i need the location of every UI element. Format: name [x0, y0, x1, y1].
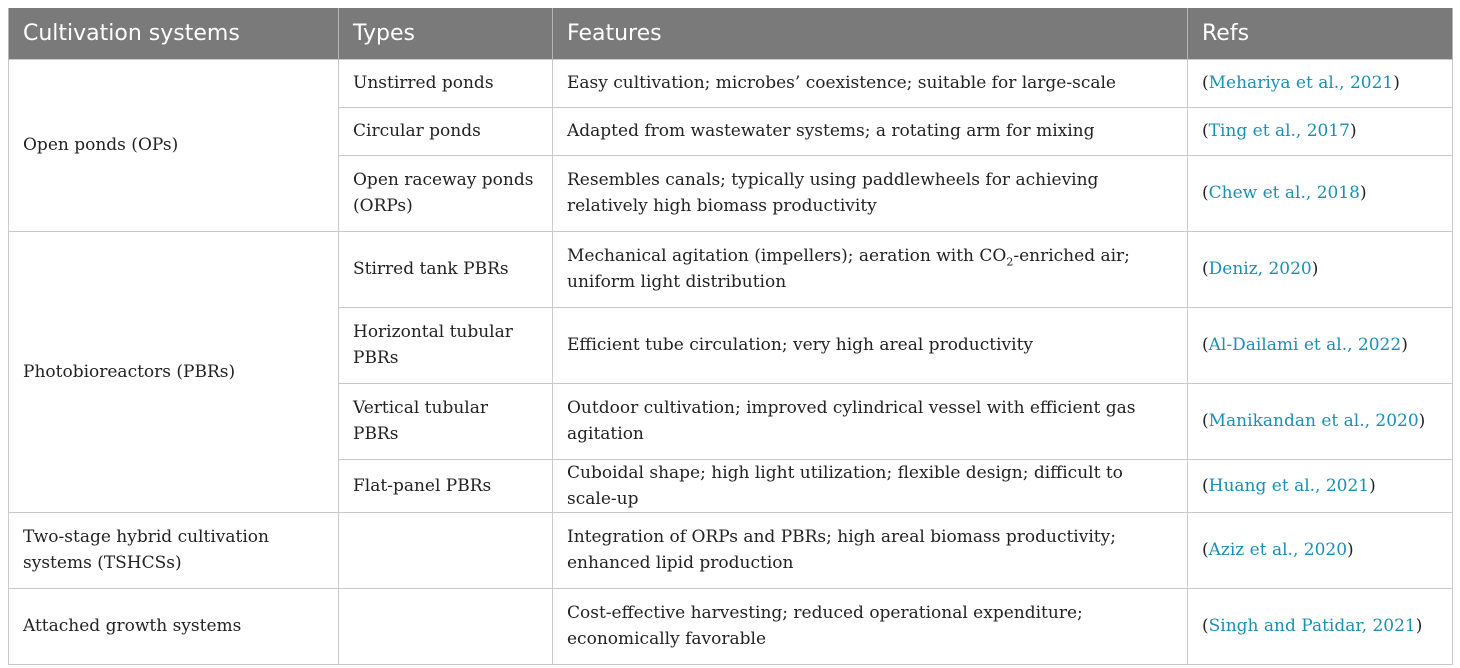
header-features: Features — [553, 8, 1188, 59]
group-photobioreactors: Photobioreactors (PBRs) — [9, 231, 339, 512]
subscript-2: 2 — [1006, 255, 1014, 269]
group-open-ponds: Open ponds (OPs) — [9, 59, 339, 231]
table-row — [9, 231, 1453, 307]
ref-cell: (Mehariya et al., 2021) — [1188, 59, 1453, 107]
type-cell: Circular ponds — [339, 107, 553, 155]
type-cell: Vertical tubular PBRs — [339, 383, 553, 459]
table-row — [9, 512, 1453, 588]
features-cell: Efficient tube circulation; very high areal productivity — [553, 307, 1188, 383]
features-text-pre: Mechanical agitation (impellers); aeration with CO — [567, 246, 1007, 266]
ref-cell: (Huang et al., 2021) — [1188, 459, 1453, 512]
ref-cell: (Deniz, 2020) — [1188, 231, 1453, 307]
ref-cell: (Aziz et al., 2020) — [1188, 512, 1453, 588]
header-cultivation-systems: Cultivation systems — [9, 8, 339, 59]
ref-link[interactable]: Singh and Patidar, 2021 — [1208, 616, 1416, 636]
cultivation-systems-table — [8, 8, 1453, 665]
features-cell: Resembles canals; typically using paddlewheels for achieving relatively high biomass productivity — [553, 155, 1188, 231]
features-cell — [553, 231, 1188, 307]
header-types: Types — [339, 8, 553, 59]
table-row — [9, 588, 1453, 664]
type-cell: Horizontal tubular PBRs — [339, 307, 553, 383]
ref-link[interactable]: Chew et al., 2018 — [1208, 183, 1360, 203]
group-attached-growth: Attached growth systems — [9, 588, 339, 664]
header-refs: Refs — [1188, 8, 1453, 59]
type-cell: Unstirred ponds — [339, 59, 553, 107]
ref-cell: (Al-Dailami et al., 2022) — [1188, 307, 1453, 383]
features-cell: Cuboidal shape; high light utilization; flexible design; difficult to scale-up — [553, 459, 1188, 512]
ref-link[interactable]: Deniz, 2020 — [1208, 259, 1312, 279]
ref-link[interactable]: Huang et al., 2021 — [1208, 475, 1370, 496]
features-cell: Outdoor cultivation; improved cylindrical vessel with efficient gas agitation — [553, 383, 1188, 459]
type-cell — [339, 588, 553, 664]
features-cell: Cost-effective harvesting; reduced operational expenditure; economically favorable — [553, 588, 1188, 664]
group-two-stage-hybrid: Two-stage hybrid cultivation systems (TSHCSs) — [9, 512, 339, 588]
ref-cell: (Singh and Patidar, 2021) — [1188, 588, 1453, 664]
ref-link[interactable]: Manikandan et al., 2020 — [1208, 411, 1419, 431]
ref-link[interactable]: Mehariya et al., 2021 — [1208, 73, 1394, 93]
ref-link[interactable]: Ting et al., 2017 — [1208, 121, 1350, 141]
type-cell: Stirred tank PBRs — [339, 231, 553, 307]
features-cell: Adapted from wastewater systems; a rotating arm for mixing — [553, 107, 1188, 155]
features-cell: Integration of ORPs and PBRs; high areal biomass productivity; enhanced lipid production — [553, 512, 1188, 588]
ref-cell: (Ting et al., 2017) — [1188, 107, 1453, 155]
ref-cell: (Manikandan et al., 2020) — [1188, 383, 1453, 459]
features-cell: Easy cultivation; microbes’ coexistence; suitable for large-scale — [553, 59, 1188, 107]
ref-cell: (Chew et al., 2018) — [1188, 155, 1453, 231]
type-cell: Open raceway ponds (ORPs) — [339, 155, 553, 231]
header-row — [9, 8, 1453, 59]
type-cell — [339, 512, 553, 588]
ref-link[interactable]: Aziz et al., 2020 — [1208, 540, 1348, 560]
ref-link[interactable]: Al-Dailami et al., 2022 — [1208, 335, 1402, 355]
table-row — [9, 59, 1453, 107]
type-cell: Flat-panel PBRs — [339, 459, 553, 512]
features-text-post: -enriched air; uniform light distribution — [567, 246, 1130, 292]
